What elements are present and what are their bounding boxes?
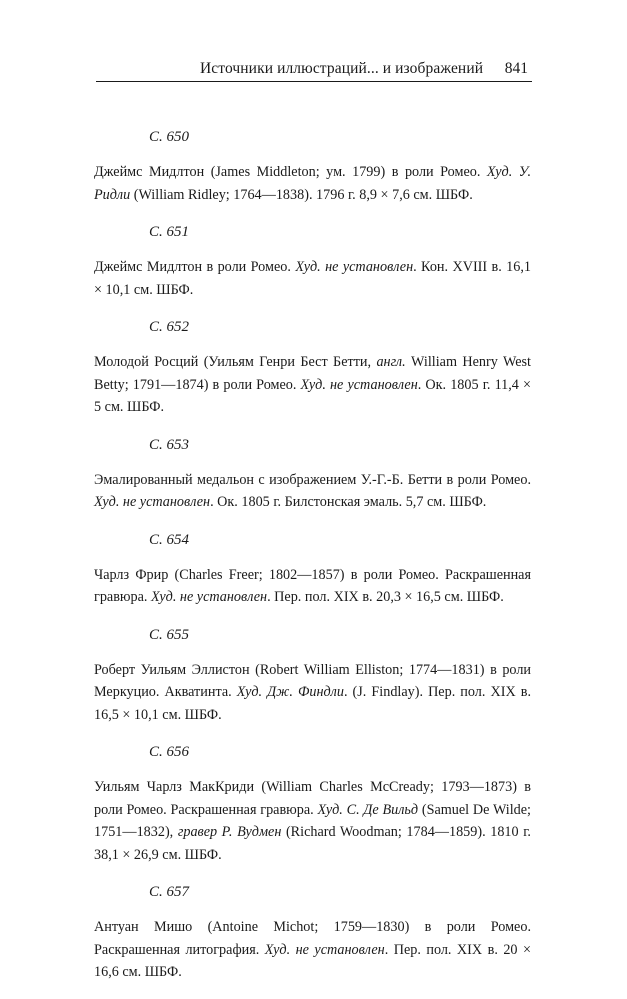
entry-description [94, 564, 531, 609]
entry-page-ref: С. 656 [149, 744, 190, 760]
entry-text: Антуан Мишо (Antoine Michot; 1759—1830) в роли Ромео. Раскрашенная литография. [94, 919, 531, 958]
entry-text: William Henry West Betty; 1791—1874) в роли Ромео. [94, 354, 531, 393]
entry-text-italic: Худ. не установлен [300, 376, 418, 393]
entry-text: . (J. Findlay). Пер. пол. XIX в. 16,5 × 10,1 см. ШБФ. [94, 684, 531, 723]
entry-description [94, 776, 531, 866]
page-number: 841 [504, 60, 528, 77]
entry-text: Эмалированный медальон с изображением У.-Г.-Б. Бетти в роли Ромео. [94, 471, 531, 488]
entry-text-italic: Худ. не установлен [264, 941, 385, 958]
entry-text-italic: гравер Р. Вудмен [177, 824, 282, 840]
entry-text: . Ок. 1805 г. 11,4 × 5 см. ШБФ. [94, 376, 531, 415]
entry [94, 316, 531, 419]
entry-text: Уильям Чарлз МакКриди (William Charles McCready; 1793—1873) в роли Ромео. Раскрашенная гравюра. [94, 779, 531, 818]
entry-text-italic: Худ. У. Ридли [94, 164, 531, 203]
entry [94, 434, 531, 514]
entry [94, 624, 531, 727]
entry-description [94, 469, 531, 514]
entry-description [94, 659, 531, 727]
entry-page-ref: С. 657 [149, 884, 190, 900]
entry-text-italic: Худ. Дж. Финдли [236, 684, 344, 700]
entry-page-ref: С. 651 [149, 224, 190, 240]
entry-description [94, 161, 531, 206]
entry-page-ref: С. 654 [149, 531, 190, 548]
entry-text: (William Ridley; 1764—1838). 1796 г. 8,9 × 7,6 см. ШБФ. [130, 186, 473, 203]
entry-description [94, 351, 531, 419]
entry-text: Джеймс Мидлтон в роли Ромео. [94, 259, 296, 275]
entry-text: . Ок. 1805 г. Билстонская эмаль. 5,7 см. ШБФ. [210, 494, 487, 510]
entry-page-ref: С. 653 [149, 436, 190, 453]
entry-text: . Кон. XVIII в. 16,1 × 10,1 см. ШБФ. [94, 259, 531, 298]
running-head-title: Источники иллюстраций... и изображений [200, 60, 484, 77]
entry-text: (Samuel De Wilde; 1751—1832), [94, 801, 531, 840]
entry [94, 529, 531, 609]
entry [94, 221, 531, 301]
running-head [96, 58, 530, 80]
entry-text: Чарлз Фрир (Charles Freer; 1802—1857) в роли Ромео. Раскрашенная гравюра. [94, 566, 531, 605]
entry-text-italic: англ. [376, 354, 406, 370]
entry-text: Джеймс Мидлтон (James Middleton; ум. 1799) в роли Ромео. [94, 164, 487, 180]
entry-page-ref: С. 655 [149, 626, 190, 643]
entry-text: . Пер. пол. XIX в. 20,3 × 16,5 см. ШБФ. [267, 589, 504, 605]
entry-text-italic: Худ. не установлен [151, 589, 268, 605]
entry [94, 881, 531, 984]
entry-text: Молодой Росций (Уильям Генри Бест Бетти, [94, 354, 377, 370]
header-rule [96, 81, 532, 82]
entry-page-ref: С. 650 [149, 129, 190, 145]
entry-text: . Пер. пол. XIX в. 20 × 16,6 см. ШБФ. [94, 941, 531, 980]
entry [94, 741, 531, 866]
entry [94, 126, 531, 206]
entry-text: (Richard Woodman; 1784—1859). 1810 г. 38,1 × 26,9 см. ШБФ. [94, 824, 531, 863]
entry-text: Роберт Уильям Эллистон (Robert William Elliston; 1774—1831) в роли Меркуцио. Акватинта. [94, 661, 531, 700]
entry-description [94, 256, 531, 301]
entry-text-italic: Худ. не установлен [94, 494, 211, 510]
entry-list [94, 126, 531, 999]
entry-description [94, 916, 531, 984]
entry-page-ref: С. 652 [149, 319, 190, 335]
entry-text-italic: Худ. не установлен [295, 259, 414, 275]
entry-text-italic: Худ. С. Де Вильд [317, 801, 419, 818]
